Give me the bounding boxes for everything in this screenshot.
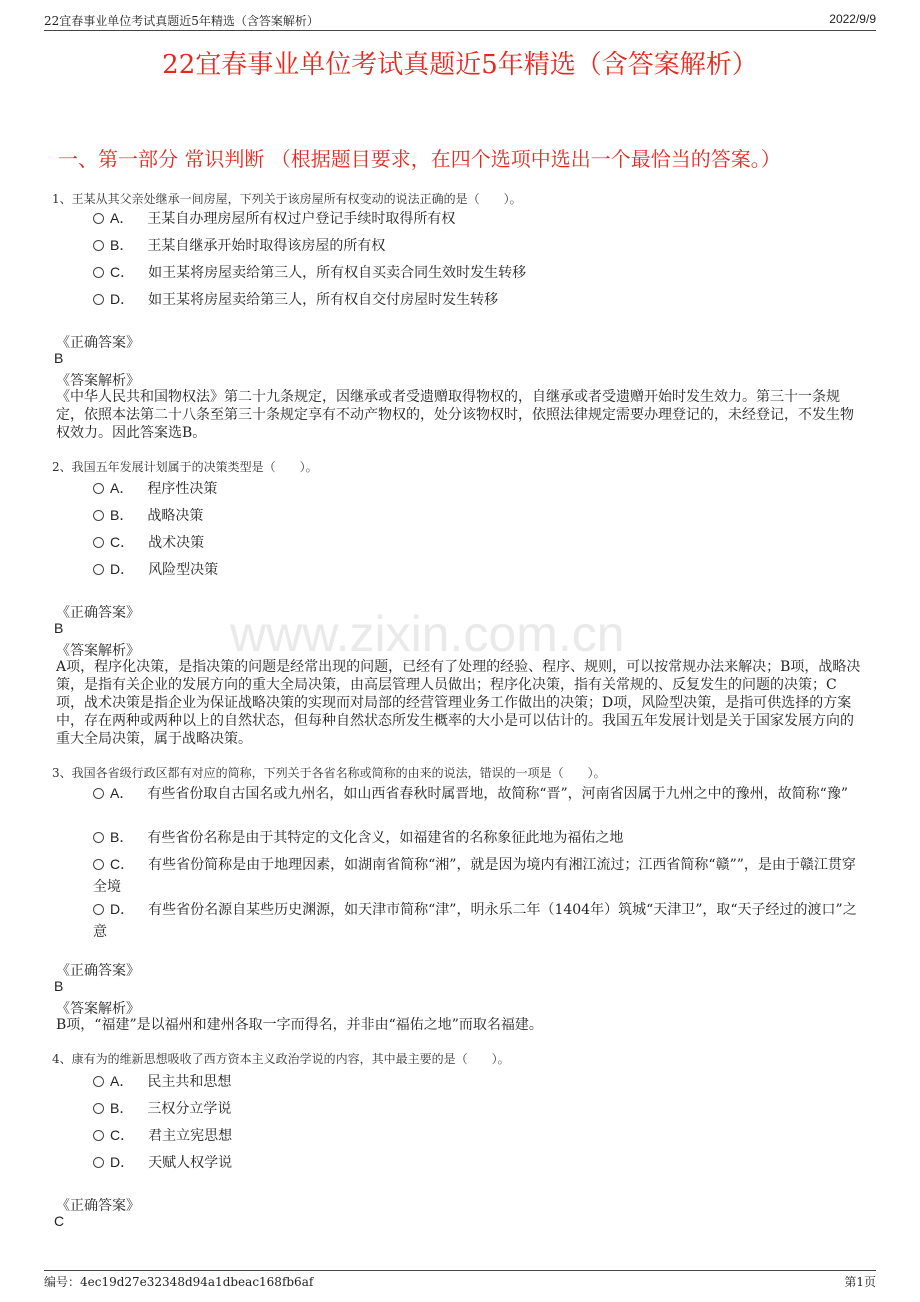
question-stem: 2、我国五年发展计划属于的决策类型是（ ）。 (52, 460, 318, 474)
radio-icon[interactable] (93, 904, 104, 915)
option-b[interactable]: B． 王某自继承开始时取得该房屋的所有权 (93, 234, 863, 257)
section-title: 一、第一部分 常识判断 （根据题目要求，在四个选项中选出一个最恰当的答案。） (58, 147, 781, 171)
radio-icon[interactable] (93, 240, 104, 251)
option-c[interactable]: C． 君主立宪思想 (93, 1124, 863, 1147)
answer-label: 《正确答案》 (56, 1198, 140, 1214)
explanation-label: 《答案解析》 (56, 1001, 140, 1017)
answer-label: 《正确答案》 (56, 963, 140, 979)
page-title: 22宜春事业单位考试真题近5年精选（含答案解析） (162, 50, 758, 80)
option-d[interactable]: D． 有些省份名源自某些历史渊源，如天津市简称“津”，明永乐二年（1404年）筑城“天津卫”，取“天子经过的渡口”之意 (93, 901, 857, 940)
radio-icon[interactable] (93, 537, 104, 548)
option-a[interactable]: A． 程序性决策 (93, 477, 863, 500)
footer-code: 编号：4ec19d27e32348d94a1dbeac168fb6af (44, 1275, 314, 1289)
option-c[interactable]: C． 有些省份简称是由于地理因素，如湖南省简称“湘”，就是因为境内有湘江流过；江西省简称“赣””，是由于赣江贯穿全境 (93, 856, 856, 895)
radio-icon[interactable] (93, 1076, 104, 1087)
footer-page-number: 第1页 (844, 1275, 876, 1289)
option-c[interactable]: C． 战术决策 (93, 531, 863, 554)
answer-value: B (54, 978, 64, 994)
page-header (44, 12, 876, 31)
radio-icon[interactable] (93, 564, 104, 575)
radio-icon[interactable] (93, 1157, 104, 1168)
answer-label: 《正确答案》 (56, 335, 140, 351)
answer-value: C (54, 1213, 65, 1229)
option-d[interactable]: D． 如王某将房屋卖给第三人，所有权自交付房屋时发生转移 (93, 288, 863, 311)
answer-value: B (54, 620, 64, 636)
explanation-label: 《答案解析》 (56, 373, 140, 389)
option-b[interactable]: B． 三权分立学说 (93, 1097, 863, 1120)
radio-icon[interactable] (93, 294, 104, 305)
answer-label: 《正确答案》 (56, 605, 140, 621)
option-a[interactable]: A． 民主共和思想 (93, 1070, 863, 1093)
explanation-text: B项，“福建”是以福州和建州各取一字而得名，并非由“福佑之地”而取名福建。 (56, 1017, 543, 1033)
explanation-label: 《答案解析》 (56, 643, 140, 659)
explanation-text: A项，程序化决策，是指决策的问题是经常出现的问题，已经有了处理的经验、程序、规则，可以按常规办法来解决；B项，战略决策，是指有关企业的发展方向的重大全局决策，由高层管理人员做出；程序化决策，指有关常规的、反复发生的问题的决策；C项，战术决策是指企业为保证战略决策的实现而对局部的经营管理业务工作做出的决策；D项，风险型决策，是指可供选择的方案中，存在两种或两种以上的自然状态，但每种自然状态所发生概率的大小是可以估计的。我国五年发展计划是关于国家发展方向的重大全局决策，属于战略决策。 (56, 659, 861, 747)
option-a[interactable]: A． 有些省份取自古国名或九州名，如山西省春秋时属晋地，故简称“晋”，河南省因属于九州之中的豫州，故简称“豫” (93, 782, 863, 805)
watermark: www.zixin.com.cn (230, 606, 625, 662)
radio-icon[interactable] (93, 1130, 104, 1141)
radio-icon[interactable] (93, 483, 104, 494)
page-footer (44, 1270, 876, 1290)
answer-value: B (54, 350, 64, 366)
explanation-text: 《中华人民共和国物权法》第二十九条规定，因继承或者受遗赠取得物权的，自继承或者受遗赠开始时发生效力。第三十一条规定，依照本法第二十八条至第三十条规定享有不动产物权的，处分该物权时，依照法律规定需要办理登记的，未经登记，不发生物权效力。因此答案选B。 (56, 389, 854, 441)
option-d[interactable]: D． 天赋人权学说 (93, 1151, 863, 1174)
radio-icon[interactable] (93, 213, 104, 224)
header-date: 2022/9/9 (829, 12, 876, 26)
question-stem: 3、我国各省级行政区都有对应的简称，下列关于各省名称或简称的由来的说法，错误的一项是（ ）。 (52, 766, 606, 780)
option-b[interactable]: B． 有些省份名称是由于其特定的文化含义，如福建省的名称象征此地为福佑之地 (93, 826, 863, 849)
header-doc-title: 22宜春事业单位考试真题近5年精选（含答案解析） (44, 14, 319, 28)
radio-icon[interactable] (93, 1103, 104, 1114)
radio-icon[interactable] (93, 859, 104, 870)
radio-icon[interactable] (93, 267, 104, 278)
option-d[interactable]: D． 风险型决策 (93, 558, 863, 581)
option-c[interactable]: C． 如王某将房屋卖给第三人，所有权自买卖合同生效时发生转移 (93, 261, 863, 284)
radio-icon[interactable] (93, 510, 104, 521)
radio-icon[interactable] (93, 788, 104, 799)
question-stem: 4、康有为的维新思想吸收了西方资本主义政治学说的内容，其中最主要的是（ ）。 (52, 1052, 510, 1066)
question-stem: 1、王某从其父亲处继承一间房屋，下列关于该房屋所有权变动的说法正确的是（ ）。 (52, 192, 522, 206)
option-b[interactable]: B． 战略决策 (93, 504, 863, 527)
radio-icon[interactable] (93, 832, 104, 843)
option-a[interactable]: A． 王某自办理房屋所有权过户登记手续时取得所有权 (93, 207, 863, 230)
